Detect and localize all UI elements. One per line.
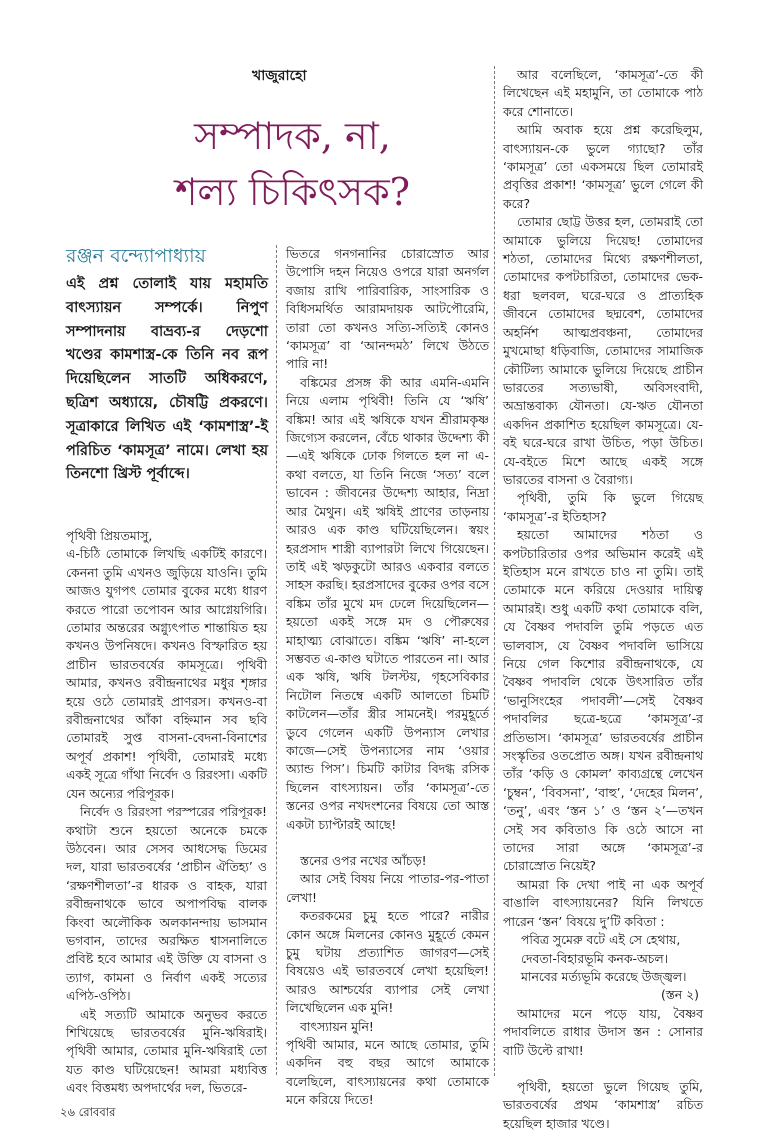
- paragraph: নির্বেদ ও রিরংসা পরস্পরের পরিপূরক! কথাটা শুনে হয়তো অনেকে চমকে উঠবেন। আর সেসব আধসেদ্ধ ডিমের দল, যারা ভারতবর্ষের ‘প্রাচীন ঐতিহ্য’ ও ‘রক্ষণশীলতা’-র ধারক ও বাহক, যারা রবীন্দ্রনাথকে ভাবে অপাপবিদ্ধ বালক কিংবা অলৌকিক অলকানন্দায় ভাসমান ভগবান, তাদের অরক্ষিত শ্বাসনালিতে প্রবিষ্ট হবে আমার এই উক্তি যে বাসনা ও ত্যাগ, কামনা ও নির্বাণ একই সত্যের এপিঠ-ওপিঠ।: [66, 804, 267, 1004]
- article-headline: [100, 108, 485, 220]
- poem-line: দেবতা-বিহারভূমি কনক-অচল।: [521, 950, 669, 966]
- paragraph: স্তনের ওপর নখের আঁচড়!: [300, 853, 427, 868]
- poem-line: পবিত্র সুমেরু বটে এই সে হেথায়,: [521, 932, 681, 948]
- paragraph: বঙ্কিমের প্রসঙ্গ কী আর এমনি-এমনি নিয়ে এলাম পৃথিবী! তিনি যে ‘ঋষি’ বঙ্কিম! আর এই ঋষিকে যখন শ্রীরামকৃষ্ণ জিগ্যেস করলেন, বেঁচে থাকার উদ্দেশ্য কী—এই ঋষিকে ঢোক গিলতে হল না এ-কথা বলতে, যা তিনি নিজে ‘সত্য’ বলে ভাবেন : জীবনের উদ্দেশ্য আহার, নিদ্রা আর মৈথুন। এই ঋষিই প্রাণের তাড়নায় আরও এক কাণ্ড ঘটিয়েছিলেন। স্বয়ং হরপ্রসাদ শাস্ত্রী ব্যাপারটা লিখে গিয়েছেন। তাই এই ঋড়কুটো আরও একবার বলতে সাহস করছি। হরপ্রসাদের বুকের ওপর বসে বঙ্কিম তাঁর মুখে মদ ঢেলে দিয়েছিলেন—হয়তো একই সঙ্গে মদ ও পৌরুষের মাহাত্ম্য বোঝাতে। বঙ্কিম ‘ঋষি’ না-হলে সম্ভবত এ-কাণ্ড ঘটাতে পারতেন না। আর এক ঋষি, ঋষি টলস্টয়, গৃহসেবিকার নিটোল নিতম্বে একটি আলতো চিমটি কাটলেন—তাঁর স্ত্রীর সামনেই। পরমুহূর্তে ডুবে গেলেন একটি উপন্যাস লেখার কাজে—সেই উপন্যাসের নাম ‘ওয়ার অ্যান্ড পিস’। চিমটি কাটার বিদগ্ধ রসিক ছিলেন বাৎস্যায়ন। তাঁর ‘কামসূত্র’-তে স্তনের ওপর নখদংশনের বিষয়ে তো আস্ত একটা চ্যাপ্টারই আছে!: [286, 374, 489, 832]
- section-kicker: খাজুরাহো: [252, 68, 307, 84]
- paragraph: আমরা কি দেখা পাই না এক অপূর্ব বাঙালি বাৎস্যায়নের? যিনি লিখতে পারেন ‘স্তন’ বিষয়ে দু’টি কবিতা :: [503, 876, 703, 929]
- page-footer: ২৬ রোববার: [60, 1105, 116, 1119]
- paragraph: আর সেই বিষয় নিয়ে পাতার-পর-পাতা লেখা!: [286, 871, 489, 905]
- paragraph: পৃথিবী, তুমি কি ভুলে গিয়েছ ‘কামসূত্র’-র ইতিহাস?: [503, 490, 703, 524]
- headline-line-1: সম্পাদক, না,: [194, 114, 391, 158]
- paragraph: এ-চিঠি তোমাকে লিখছি একটিই কারণে। কেননা তুমি এখনও জুড়িয়ে যাওনি। তুমি আজও যুগপৎ তোমার বুকের মধ্যে ধারণ করতে পারো তপোবন আর আগ্নেয়গিরি। তোমার অন্তরের অগ্ন্যুৎপাত শান্তায়িত হয় কখনও উপনিষদে। কখনও বিস্ফারিত হয় প্রাচীন ভারতবর্ষের কামসূত্রে। পৃথিবী আমার, কখনও রবীন্দ্রনাথের মধুর শৃঙ্গার হয়ে ওঠে তোমারই প্রাণরস। কখনও-বা রবীন্দ্রনাথের আঁকা বহ্নিমান সব ছবি তোমারই সুপ্ত বাসনা-বেদনা-বিনাশের অপূর্ব প্রকাশ! পৃথিবী, তোমারই মধ্যে একই সূত্রে গাঁথা নির্বেদ ও রিরংসা। একটি যেন অন্যের পরিপূরক।: [66, 546, 267, 801]
- salutation: পৃথিবী প্রিয়তমাসু,: [66, 528, 153, 543]
- paragraph: আমি অবাক হয়ে প্রশ্ন করেছিলুম, বাৎস্যায়ন-কে ভুলে গ্যাছো? তাঁর ‘কামসূত্র’ তো একসময়ে ছিল তোমারই প্রবৃত্তির প্রকাশ! ‘কামসূত্র’ ভুলে গেলে কী করে?: [503, 122, 703, 211]
- paragraph: পৃথিবী আমার, মনে আছে তোমার, তুমি একদিন বহু বছর আগে আমাকে বলেছিলে, বাৎস্যায়নের কথা তোমাকে মনে করিয়ে দিতে!: [286, 1037, 489, 1108]
- paragraph: আমাদের মনে পড়ে যায়, বৈষ্ণব পদাবলিতে রাধার উদাস স্তন : সোনার বাটি উল্টে রাখা!: [503, 1005, 703, 1058]
- poem-line: মানবের মর্ত্যভূমি করেছে উজ্জ্বল।: [521, 968, 687, 984]
- poem-source: (স্তন ২): [661, 987, 699, 1003]
- text-column-1: [66, 527, 267, 1098]
- paragraph: ভিতরে গনগনানির চোরাস্রোত আর উপোসি দহন নিয়েও ওপরে যারা অনর্গল বজায় রাখি পারিবারিক, সাংসারিক ও বিধিসমর্থিত আরামদায়ক আটপৌরেমি, তারা তো কখনও সত্যি-সত্যিই কোনও ‘কামসূত্র’ বা ‘আনন্দমঠ’ লিখে উঠতে পারি না!: [286, 246, 489, 372]
- paragraph: আর বলেছিলে, ‘কামসূত্র’-তে কী লিখেছেন এই মহামুনি, তা তোমাকে পাঠ করে শোনাতে।: [503, 67, 703, 119]
- paragraph: কতরকমের চুমু হতে পারে? নারীর কোন অঙ্গে মিলনের কোনও মুহূর্তে কেমন চুমু ঘটায় প্রত্যাশিত জাগরণ—সেই বিষয়েও এই ভারতবর্ষে লেখা হয়েছিল! আরও আশ্চর্যের ব্যাপার সেই লেখা লিখেছিলেন এক মুনি!: [286, 908, 489, 1016]
- lead-paragraph: এই প্রশ্ন তোলাই যায় মহামতি বাৎস্যায়ন সম্পর্কে। নিপুণ সম্পাদনায় বাভ্রব্য-র দেড়শো খণ্ডের কামশাস্ত্র-কে তিনি নব রূপ দিয়েছিলেন সাতটি অধিকরণে, ছত্রিশ অধ্যায়ে, চৌষট্টি প্রকরণে। সূত্রাকারে লিখিত এই ‘কামশাস্ত্র’-ই পরিচিত ‘কামসূত্র’ নামে। লেখা হয় তিনশো খ্রিস্ট পূর্বাব্দে।: [66, 276, 268, 483]
- paragraph: তোমার ছোট্ট উত্তর হল, তোমরাই তো আমাকে ভুলিয়ে দিয়েছ! তোমাদের শঠতা, তোমাদের মিথ্যে রক্ষণশীলতা, তোমাদের কপটচারিতা, তোমাদের ভেক-ধরা ছলবল, ঘরে-ঘরে ও প্রাত্যহিক জীবনে তোমাদের ছদ্মবেশ, তোমাদের অহর্নিশ আত্মপ্রবঞ্চনা, তোমাদের মুখমোছা ধড়িবাজি, তোমাদের সামাজিক কৌটিল্য আমাকে ভুলিয়ে দিয়েছে প্রাচীন ভারতের সত্যভাষী, অবিসংবাদী, অভ্রান্তবাক্য যৌনতা। যে-ঋত যৌনতা একদিন প্রকাশিত হয়েছিল কামসূত্রে। যে-বই ঘরে-ঘরে রাখা উচিত, পড়া উচিত। যে-বইতে মিশে আছে একই সঙ্গে ভারতের বাসনা ও বৈরাগ্য।: [503, 214, 703, 487]
- column-divider-2: [494, 66, 495, 1076]
- paragraph: হয়তো আমাদের শঠতা ও কপটচারিতার ওপর অভিমান করেই এই ইতিহাস মনে রাখতে চাও না তুমি। তাই তোমাকে মনে করিয়ে দেওয়ার দায়িত্ব আমারই। শুধু একটি কথা তোমাকে বলি, যে বৈষ্ণব পদাবলি তুমি পড়তে এত ভালবাস, যে বৈষ্ণব পদাবলি ভাসিয়ে নিয়ে গেল কিশোর রবীন্দ্রনাথকে, যে বৈষ্ণব পদাবলি থেকে উৎসারিত তাঁর ‘ভানুসিংহের পদাবলী’—সেই বৈষ্ণব পদাবলির ছত্রে-ছত্রে ‘কামসূত্র’-র প্রতিভাস। ‘কামসূত্র’ ভারতবর্ষের প্রাচীন সংস্কৃতির ওতপ্রোত অঙ্গ। যখন রবীন্দ্রনাথ তাঁর ‘কড়ি ও কোমল’ কাব্যগ্রন্থে লেখেন ‘চুম্বন’, ‘বিবসনা’, ‘বাহু’, ‘দেহের মিলন’, ‘তনু’, এবং ‘স্তন ১’ ও ‘স্তন ২’—তখন সেই সব কবিতাও কি ওঠে আসে না তাদের সারা অঙ্গে ‘কামসূত্র’-র চোরাস্রোত নিয়েই?: [503, 527, 703, 874]
- paragraph: বাৎস্যায়ন মুনি!: [300, 1018, 374, 1034]
- column-divider-1: [276, 245, 277, 1075]
- author-byline: রঞ্জন বন্দ্যোপাধ্যায়: [66, 245, 206, 267]
- paragraph: পৃথিবী, হয়তো ভুলে গিয়েছ তুমি, ভারতবর্ষের প্রথম ‘কামশাস্ত্র’ রচিত হয়েছিল হাজার খণ্ডে।: [503, 1078, 703, 1131]
- text-column-2: [286, 245, 489, 1110]
- paragraph: এই সত্যটি আমাকে অনুভব করতে শিখিয়েছে ভারতবর্ষের মুনি-ঋষিরাই। পৃথিবী আমার, তোমার মুনি-ঋষিরাই তো যত কাণ্ড ঘটিয়েছেন! আমরা মধ্যবিত্ত এবং বিত্তমধ্য অপদার্থের দল, ভিতরে-: [66, 1006, 267, 1096]
- headline-line-2: শল্য চিকিৎসক?: [174, 170, 411, 214]
- text-column-3: [503, 66, 703, 1133]
